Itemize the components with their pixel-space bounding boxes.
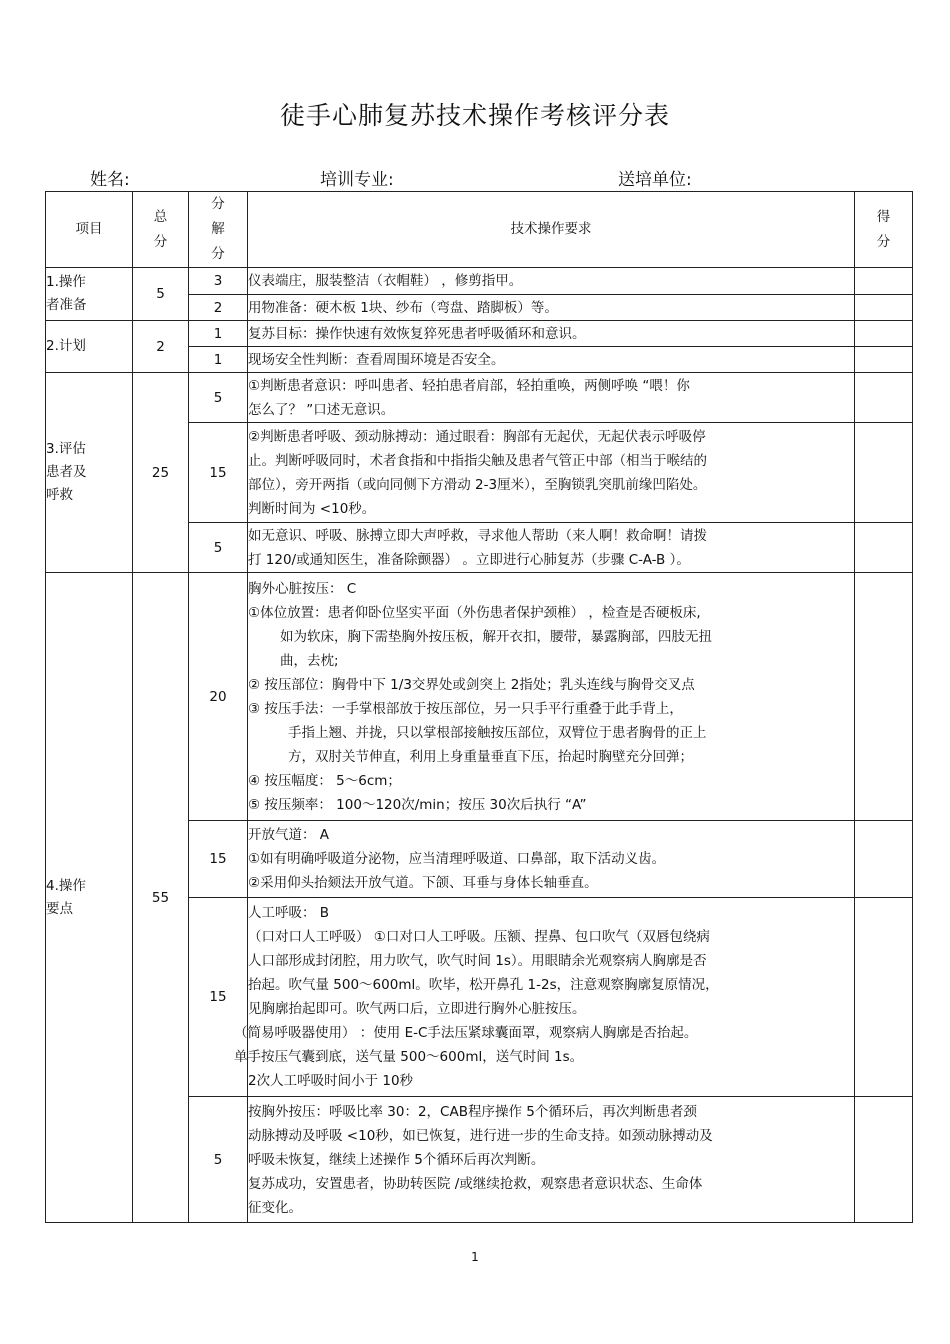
split-score: 20 xyxy=(189,573,248,821)
scoring-table xyxy=(45,191,913,1223)
score-cell[interactable] xyxy=(855,898,913,1097)
requirement-text: 胸外心脏按压： C ①体位放置：患者仰卧位坚实平面（外伤患者保护颈椎） ，检查是否硬板床, 如为软床，胸下需垫胸外按压板，解开衣扣，腰带，暴露胸部，四肢无扭 曲，去枕; ② 按压部位：胸骨中下 1/3交界处或剑突上 2指处；乳头连线与胸骨交叉点 ③ 按压手法：一手掌根部放于按压部位，另一只手平行重叠于此手背上， 手指上翘、并拢，只以掌根部接触按压部位，双臂位于患者胸骨的正上 方，双肘关节伸直，利用上身重量垂直下压，抬起时胸壁充分回弹； ④ 按压幅度： 5～6cm； ⑤ 按压频率： 100～120次/min；按压 30次后执行 “A” xyxy=(248,573,855,821)
section-total: 2 xyxy=(133,321,189,373)
split-score: 2 xyxy=(189,295,248,321)
header-score: 得 分 xyxy=(855,192,913,268)
section-total: 5 xyxy=(133,268,189,321)
requirement-text: 按胸外按压：呼吸比率 30：2，CAB程序操作 5个循环后，再次判断患者颈 动脉搏动及呼吸 <10秒，如已恢复，进行进一步的生命支持。如颈动脉搏动及 呼吸未恢复，继续上述操作 5个循环后再次判断。 复苏成功，安置患者，协助转医院 /或继续抢救，观察患者意识状态、生命体 征变化。 xyxy=(248,1097,855,1223)
score-cell[interactable] xyxy=(855,821,913,898)
header-total: 总 分 xyxy=(133,192,189,268)
requirement-text: 用物准备：硬木板 1块、纱布（弯盘、踏脚板）等。 xyxy=(248,295,855,321)
section-total: 55 xyxy=(133,573,189,1223)
header-item: 项目 xyxy=(46,192,133,268)
split-score: 1 xyxy=(189,321,248,347)
split-score: 15 xyxy=(189,423,248,523)
requirement-text: 开放气道： A ①如有明确呼吸道分泌物，应当清理呼吸道、口鼻部，取下活动义齿。 ②采用仰头抬颏法开放气道。下颌、耳垂与身体长轴垂直。 xyxy=(248,821,855,898)
split-score: 1 xyxy=(189,347,248,373)
requirement-text: ①判断患者意识：呼叫患者、轻拍患者肩部，轻拍重唤，两侧呼唤 “喂！你 怎么了？ ”口述无意识。 xyxy=(248,373,855,423)
requirement-text: 人工呼吸： B （口对口人工呼吸） ①口对口人工呼吸。压额、捏鼻、包口吹气（双唇包绕病 人口部形成封闭腔，用力吹气，吹气时间 1s）。用眼睛余光观察病人胸廓是否 抬起。吹气量 500～600ml。吹毕，松开鼻孔 1-2s，注意观察胸廓复原情况， 见胸廓抬起即可。吹气两口后，立即进行胸外心脏按压。 （简易呼吸器使用） ：使用 E-C手法压紧球囊面罩，观察病人胸廓是否抬起。 单手按压气囊到底，送气量 500～600ml，送气时间 1s。 2次人工呼吸时间小于 10秒 xyxy=(248,898,855,1097)
score-cell[interactable] xyxy=(855,373,913,423)
table-row xyxy=(46,373,913,423)
split-score: 5 xyxy=(189,523,248,573)
score-cell[interactable] xyxy=(855,523,913,573)
header-split: 分 解 分 xyxy=(189,192,248,268)
major-label: 培训专业: xyxy=(320,170,394,190)
section-name: 4.操作 要点 xyxy=(46,573,133,1223)
unit-label: 送培单位: xyxy=(618,170,692,190)
score-cell[interactable] xyxy=(855,573,913,821)
requirement-text: ②判断患者呼吸、颈动脉搏动：通过眼看：胸部有无起伏，无起伏表示呼吸停 止。判断呼吸同时，术者食指和中指指尖触及患者气管正中部（相当于喉结的 部位），旁开两指（或向同侧下方滑动 2-3厘米），至胸锁乳突肌前缘凹陷处。 判断时间为 <10秒。 xyxy=(248,423,855,523)
score-cell[interactable] xyxy=(855,268,913,295)
score-cell[interactable] xyxy=(855,295,913,321)
requirement-text: 如无意识、呼吸、脉搏立即大声呼救，寻求他人帮助（来人啊！救命啊！请拨 打 120/或通知医生，准备除颤器） 。立即进行心肺复苏（步骤 C-A-B ）。 xyxy=(248,523,855,573)
requirement-text: 复苏目标：操作快速有效恢复猝死患者呼吸循环和意识。 xyxy=(248,321,855,347)
name-label: 姓名: xyxy=(90,170,130,190)
score-cell[interactable] xyxy=(855,321,913,347)
split-score: 3 xyxy=(189,268,248,295)
table-row xyxy=(46,268,913,295)
section-name: 2.计划 xyxy=(46,321,133,373)
page-number: 1 xyxy=(471,1250,479,1264)
split-score: 15 xyxy=(189,898,248,1097)
score-cell[interactable] xyxy=(855,423,913,523)
requirement-text: 现场安全性判断：查看周围环境是否安全。 xyxy=(248,347,855,373)
split-score: 5 xyxy=(189,373,248,423)
table-row xyxy=(46,321,913,347)
score-cell[interactable] xyxy=(855,1097,913,1223)
score-cell[interactable] xyxy=(855,347,913,373)
split-score: 5 xyxy=(189,1097,248,1223)
split-score: 15 xyxy=(189,821,248,898)
document-title: 徒手心肺复苏技术操作考核评分表 xyxy=(279,101,670,130)
requirement-text: 仪表端庄，服装整洁（衣帽鞋） ，修剪指甲。 xyxy=(248,268,855,295)
header-requirement: 技术操作要求 xyxy=(248,192,855,268)
section-total: 25 xyxy=(133,373,189,573)
table-row xyxy=(46,573,913,821)
section-name: 1.操作 者准备 xyxy=(46,268,133,321)
header-row xyxy=(46,192,913,268)
section-name: 3.评估 患者及 呼救 xyxy=(46,373,133,573)
